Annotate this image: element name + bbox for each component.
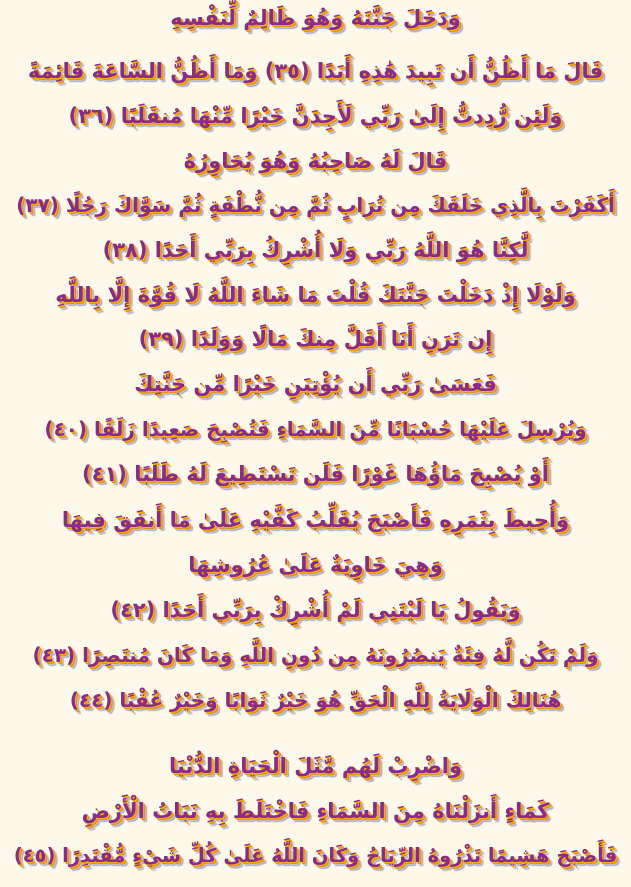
verse-line-9: فَعَسَىٰ رَبِّي أَن يُؤْتِيَنِ خَيْرًا مِّن جَنَّتِكَ <box>134 372 497 396</box>
verse-line-6: لَّٰكِنَّا هُوَ اللَّهُ رَبِّي وَلَا أُشْرِكُ بِرَبِّي أَحَدًا (٣٨) <box>102 238 529 262</box>
verse-line-13: وَهِيَ خَاوِيَةٌ عَلَىٰ عُرُوشِهَا <box>188 553 443 577</box>
verse-line-10: وَيُرْسِلَ عَلَيْهَا حُسْبَانًا مِّنَ السَّمَاءِ فَتُصْبِحَ صَعِيدًا زَلَقًا (٤٠) <box>44 417 587 441</box>
verse-line-5: أَكَفَرْتَ بِالَّذِي خَلَقَكَ مِن تُرَابٍ ثُمَّ مِن نُّطْفَةٍ ثُمَّ سَوَّاكَ رَجُلًا (٣٧) <box>16 193 615 217</box>
verse-line-14: وَيَقُولُ يَا لَيْتَنِي لَمْ أُشْرِكْ بِرَبِّي أَحَدًا (٤٢) <box>110 598 521 622</box>
verse-line-12: وَأُحِيطَ بِثَمَرِهِ فَأَصْبَحَ يُقَلِّبُ كَفَّيْهِ عَلَىٰ مَا أَنفَقَ فِيهَا <box>61 508 570 532</box>
verse-line-16: هُنَالِكَ الْوَلَايَةُ لِلَّهِ الْحَقِّ هُوَ خَيْرٌ ثَوَابًا وَخَيْرٌ عُقْبًا (٤٤) <box>69 688 562 712</box>
verse-line-4: قَالَ لَهُ صَاحِبُهُ وَهُوَ يُحَاوِرُهُ <box>183 149 448 173</box>
verse-line-19: فَأَصْبَحَ هَشِيمًا تَذْرُوهُ الرِّيَاحُ وَكَانَ اللَّهُ عَلَىٰ كُلِّ شَيْءٍ مُّقْتَدِرًا (٤٥) <box>13 844 618 867</box>
verse-line-17: وَاضْرِبْ لَهُم مَّثَلَ الْحَيَاةِ الدُّنْيَا <box>168 754 463 778</box>
verse-line-18: كَمَاءٍ أَنزَلْنَاهُ مِنَ السَّمَاءِ فَاخْتَلَطَ بِهِ نَبَاتُ الْأَرْضِ <box>81 799 550 823</box>
verse-line-1: وَدَخَلَ جَنَّتَهُ وَهُوَ ظَالِمٌ لِّنَفْسِهِ <box>170 6 461 30</box>
verse-line-8: إِن تَرَنِ أَنَا أَقَلَّ مِنكَ مَالًا وَوَلَدًا (٣٩) <box>138 327 493 351</box>
verse-line-7: وَلَوْلَا إِذْ دَخَلْتَ جَنَّتَكَ قُلْتَ مَا شَاءَ اللَّهُ لَا قُوَّةَ إِلَّا بِاللَّهِ <box>55 283 576 307</box>
verse-line-2: قَالَ مَا أَظُنُّ أَن تَبِيدَ هَٰذِهِ أَبَدًا (٣٥) وَمَا أَظُنُّ السَّاعَةَ قَائِمَةً <box>27 59 604 83</box>
verse-line-11: أَوْ يُصْبِحَ مَاؤُهَا غَوْرًا فَلَن تَسْتَطِيعَ لَهُ طَلَبًا (٤١) <box>82 462 549 486</box>
verse-line-15: وَلَمْ تَكُن لَّهُ فِئَةٌ يَنصُرُونَهُ مِن دُونِ اللَّهِ وَمَا كَانَ مُنتَصِرًا (٤٣) <box>32 643 599 667</box>
verse-line-3: وَلَئِن رُّدِدتُّ إِلَىٰ رَبِّي لَأَجِدَنَّ خَيْرًا مِّنْهَا مُنقَلَبًا (٣٦) <box>68 104 563 128</box>
